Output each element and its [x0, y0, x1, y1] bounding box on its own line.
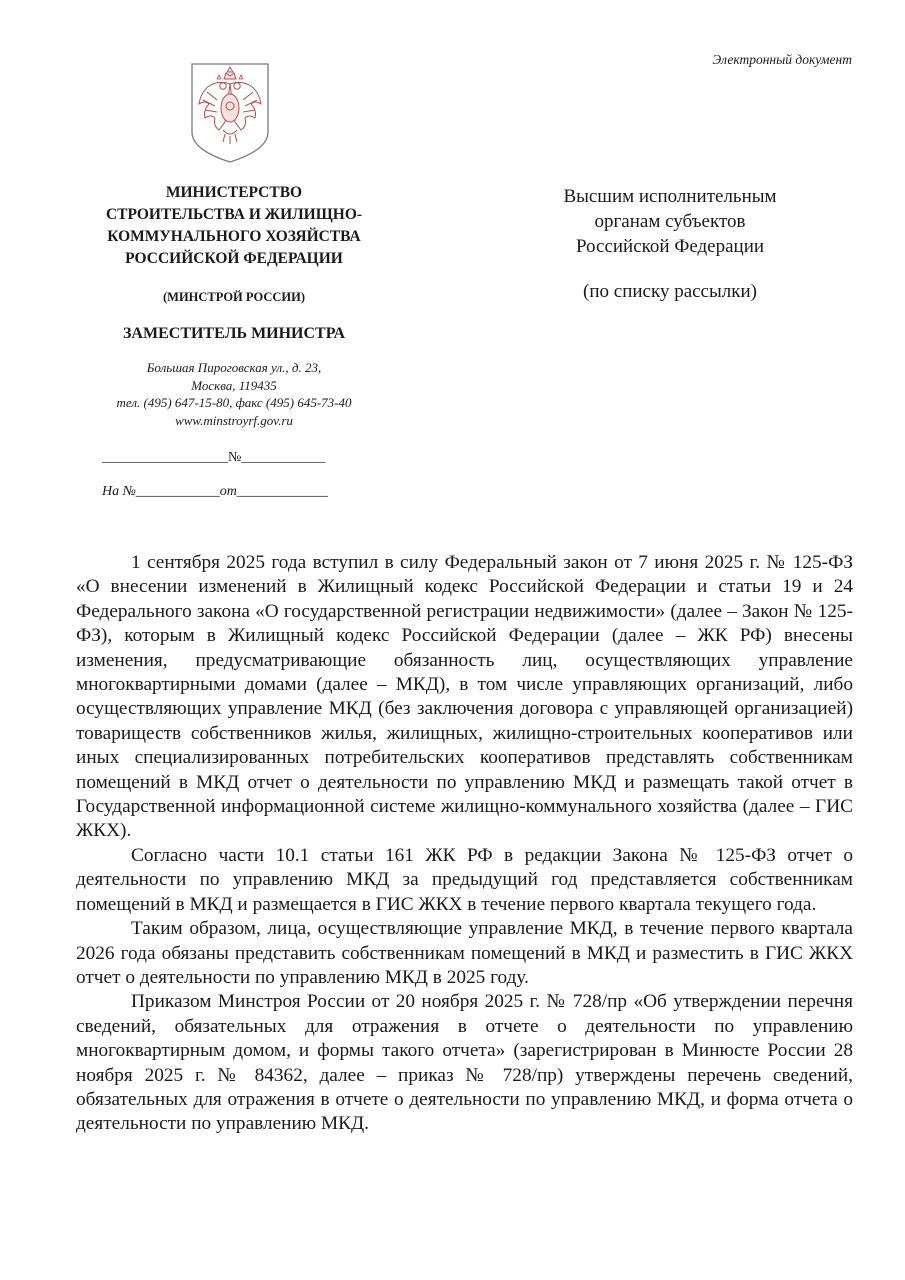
registration-number-line: __________________№____________: [102, 450, 326, 465]
ministry-name: [70, 182, 398, 270]
recipient-block: [520, 184, 820, 304]
electronic-document-mark: Электронный документ: [712, 52, 852, 67]
distribution-note: (по списку рассылки): [583, 281, 757, 302]
body-paragraph: 1 сентября 2025 года вступил в силу Федеральный закон от 7 июня 2025 г. № 125-ФЗ «О внесении изменений в Жилищный кодекс Российской Федерации и статьи 19 и 24 Федерального закона «О государственной регистрации недвижимости» (далее – Закон № 125-ФЗ), которым в Жилищный кодекс Российской Федерации (далее – ЖК РФ) внесены изменения, предусматривающие обязанность лиц, осуществляющих управление многоквартирными домами (далее – МКД), в том числе управляющих организаций, либо осуществляющих управление МКД (без заключения договора с управляющей организацией) товариществ собственников жилья, жилищных, жилищно-строительных кооперативов или иных специализированных потребительских кооперативов представлять собственникам помещений в МКД отчет о деятельности по управлению МКД и размещать такой отчет в Государственной информационной системе жилищно-коммунального хозяйства (далее – ГИС ЖКХ).: [76, 552, 853, 842]
ministry-name-line: РОССИЙСКОЙ ФЕДЕРАЦИИ: [125, 250, 343, 267]
body-paragraph: Приказом Минстроя России от 20 ноября 2025 г. № 728/пр «Об утверждении перечня сведений, обязательных для отражения в отчете о деятельности по управлению многоквартирным домом, и формы такого отчета» (зарегистрирован в Минюсте России 28 ноября 2025 г. № 84362, далее – приказ № 728/пр) утверждены перечень сведений, обязательных для отражения в отчете о деятельности по управлению МКД, и форма отчета о деятельности по управлению МКД.: [76, 991, 853, 1135]
recipient-line: Российской Федерации: [575, 236, 765, 257]
sender-position: ЗАМЕСТИТЕЛЬ МИНИСТРА: [122, 325, 346, 342]
sender-block: [70, 182, 398, 429]
ministry-name-line: СТРОИТЕЛЬСТВА И ЖИЛИЩНО-: [105, 206, 363, 223]
letter-body: [76, 551, 853, 1137]
ministry-name-line: КОММУНАЛЬНОГО ХОЗЯЙСТВА: [107, 228, 361, 245]
recipient-line: Высшим исполнительным: [563, 186, 777, 207]
address-line: Большая Пироговская ул., д. 23,: [146, 360, 322, 375]
ministry-name-line: МИНИСТЕРСТВО: [165, 184, 303, 201]
recipient-line: органам субъектов: [594, 211, 746, 232]
sender-address: [70, 359, 398, 429]
coat-of-arms-emblem: [187, 60, 273, 164]
address-line: Москва, 119435: [191, 377, 277, 393]
ministry-short-name: (МИНСТРОЙ РОССИИ): [162, 290, 305, 304]
website-line: www.minstroyrf.gov.ru: [175, 412, 293, 428]
body-paragraph: Таким образом, лица, осуществляющие управление МКД, в течение первого квартала 2026 года обязаны представить собственникам помещений в МКД и разместить в ГИС ЖКХ отчет о деятельности по управлению МКД в 2025 году.: [76, 918, 853, 988]
reference-number-line: На №____________от_____________: [102, 484, 328, 499]
phone-fax-line: тел. (495) 647-15-80, факс (495) 645-73-40: [116, 395, 352, 410]
body-paragraph: Согласно части 10.1 статьи 161 ЖК РФ в редакции Закона № 125-ФЗ отчет о деятельности по управлению МКД за предыдущий год представляется собственникам помещений в МКД и размещается в ГИС ЖКХ в течение первого квартала текущего года.: [76, 844, 853, 915]
